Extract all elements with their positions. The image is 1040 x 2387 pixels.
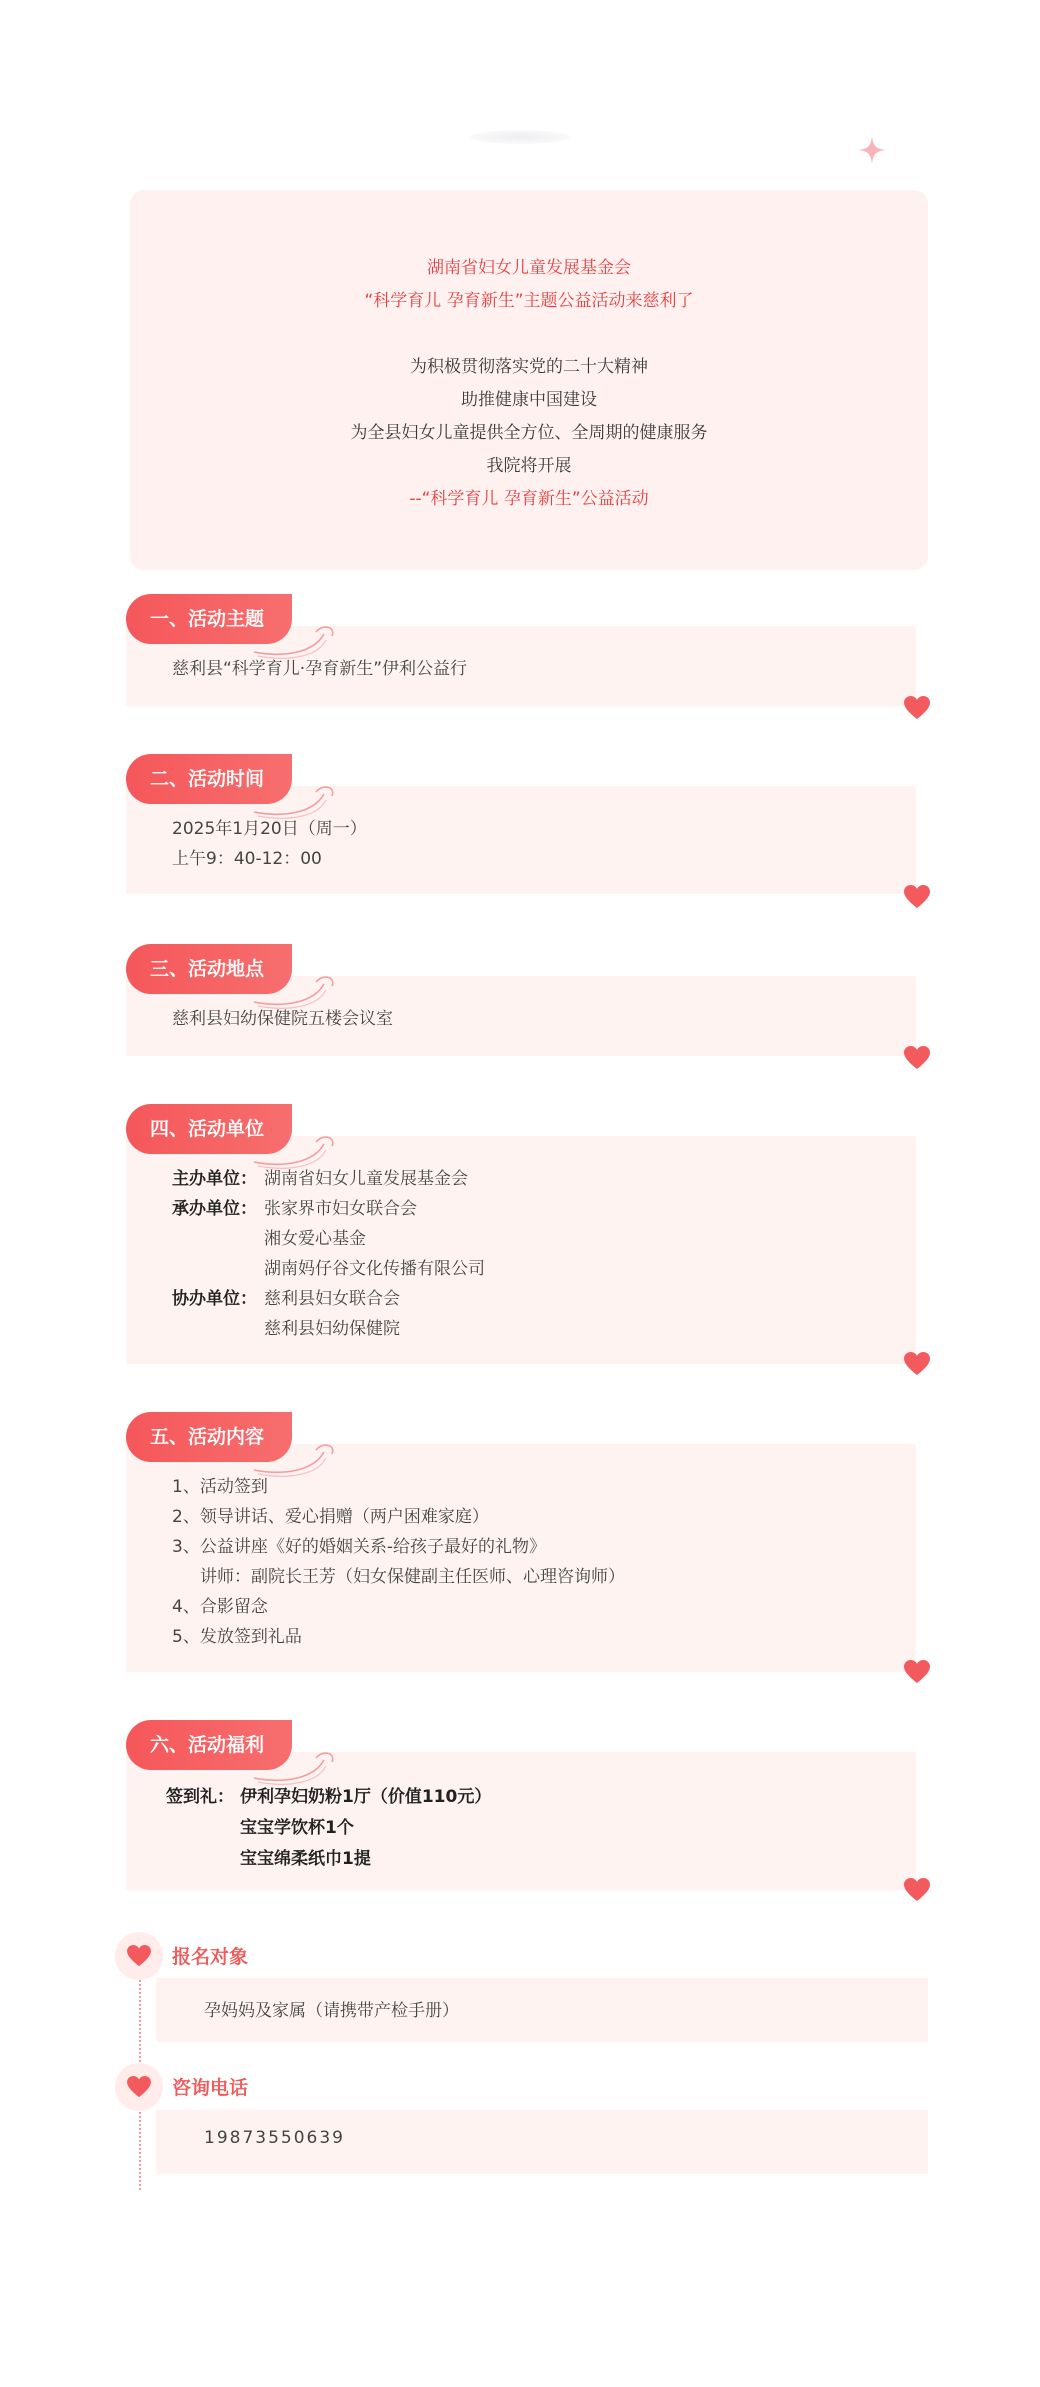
intro-line-2: 助推健康中国建设 <box>461 390 597 410</box>
organizer-value: 湖南妈仔谷文化传播有限公司 <box>264 1259 485 1279</box>
sparkle-icon <box>858 136 886 164</box>
organizer-label: 承办单位： <box>172 1199 257 1219</box>
section-title: 六、活动福利 <box>126 1720 292 1770</box>
gift-item: 宝宝绵柔纸巾1提 <box>240 1849 371 1869</box>
intro-line-1: 为积极贯彻落实党的二十大精神 <box>410 357 648 377</box>
intro-red-line-3: --“科学育儿 孕育新生”公益活动 <box>409 489 649 509</box>
benefits-block <box>166 1782 491 1875</box>
benefits-label: 签到礼： <box>166 1787 234 1807</box>
target-title: 报名对象 <box>172 1946 249 1968</box>
phone-panel <box>156 2110 928 2174</box>
list-item: 5、发放签到礼品 <box>172 1627 302 1647</box>
intro-red-line-1: 湖南省妇女儿童发展基金会 <box>427 258 631 278</box>
heart-badge <box>115 2063 163 2111</box>
curl-decoration-icon <box>246 1748 346 1788</box>
section-title: 三、活动地点 <box>126 944 292 994</box>
section-title: 二、活动时间 <box>126 754 292 804</box>
section-content <box>126 1412 916 1682</box>
gift-item: 宝宝学饮杯1个 <box>240 1818 354 1838</box>
content-list <box>172 1472 625 1652</box>
top-glow <box>470 130 570 144</box>
intro-line-4: 我院将开展 <box>486 456 572 476</box>
list-item: 2、领导讲话、爱心捐赠（两户困难家庭） <box>172 1507 489 1527</box>
section-benefits <box>126 1720 916 1900</box>
place-text: 慈利县妇幼保健院五楼会议室 <box>172 1009 393 1029</box>
phone-title: 咨询电话 <box>172 2077 249 2099</box>
co-organizer-value: 慈利县妇女联合会 <box>264 1289 400 1309</box>
target-text: 孕妈妈及家属（请携带产检手册） <box>204 2001 459 2021</box>
curl-decoration-icon <box>246 972 346 1012</box>
heart-icon <box>904 696 930 720</box>
time-hours: 上午9：40-12：00 <box>172 849 322 869</box>
co-organizer-label: 协办单位： <box>172 1289 257 1309</box>
time-date: 2025年1月20日（周一） <box>172 819 367 839</box>
organizer-value: 张家界市妇女联合会 <box>264 1199 417 1219</box>
heart-icon <box>127 2076 151 2098</box>
heart-icon <box>904 1660 930 1684</box>
target-panel <box>156 1978 928 2042</box>
section-title: 一、活动主题 <box>126 594 292 644</box>
heart-icon <box>127 1945 151 1967</box>
curl-decoration-icon <box>246 1440 346 1480</box>
units-block <box>172 1164 485 1344</box>
section-time <box>126 754 916 904</box>
section-title: 四、活动单位 <box>126 1104 292 1154</box>
intro-card <box>130 190 928 570</box>
list-item: 讲师：副院长王芳（妇女保健副主任医师、心理咨询师） <box>200 1567 625 1587</box>
list-item: 4、合影留念 <box>172 1597 268 1617</box>
host-label: 主办单位： <box>172 1169 257 1189</box>
heart-badge <box>115 1932 163 1980</box>
section-theme <box>126 594 916 724</box>
section-units <box>126 1104 916 1374</box>
curl-decoration-icon <box>246 622 346 662</box>
intro-red-line-2: “科学育儿 孕育新生”主题公益活动来慈利了 <box>364 291 694 311</box>
co-organizer-value: 慈利县妇幼保健院 <box>264 1319 400 1339</box>
organizer-value: 湘女爱心基金 <box>264 1229 366 1249</box>
heart-icon <box>904 885 930 909</box>
phone-number[interactable]: 19873550639 <box>204 2128 345 2148</box>
theme-text: 慈利县“科学育儿·孕育新生”伊利公益行 <box>172 659 468 679</box>
intro-line-3: 为全县妇女儿童提供全方位、全周期的健康服务 <box>350 423 708 443</box>
section-title: 五、活动内容 <box>126 1412 292 1462</box>
heart-icon <box>904 1046 930 1070</box>
curl-decoration-icon <box>246 1132 346 1172</box>
heart-icon <box>904 1352 930 1376</box>
section-place <box>126 944 916 1074</box>
curl-decoration-icon <box>246 782 346 822</box>
gift-item: 伊利孕妇奶粉1厅（价值110元） <box>240 1787 492 1807</box>
list-item: 3、公益讲座《好的婚姻关系-给孩子最好的礼物》 <box>172 1537 546 1557</box>
time-block <box>172 814 367 874</box>
host-value: 湖南省妇女儿童发展基金会 <box>264 1169 468 1189</box>
list-item: 1、活动签到 <box>172 1477 268 1497</box>
heart-icon <box>904 1878 930 1902</box>
